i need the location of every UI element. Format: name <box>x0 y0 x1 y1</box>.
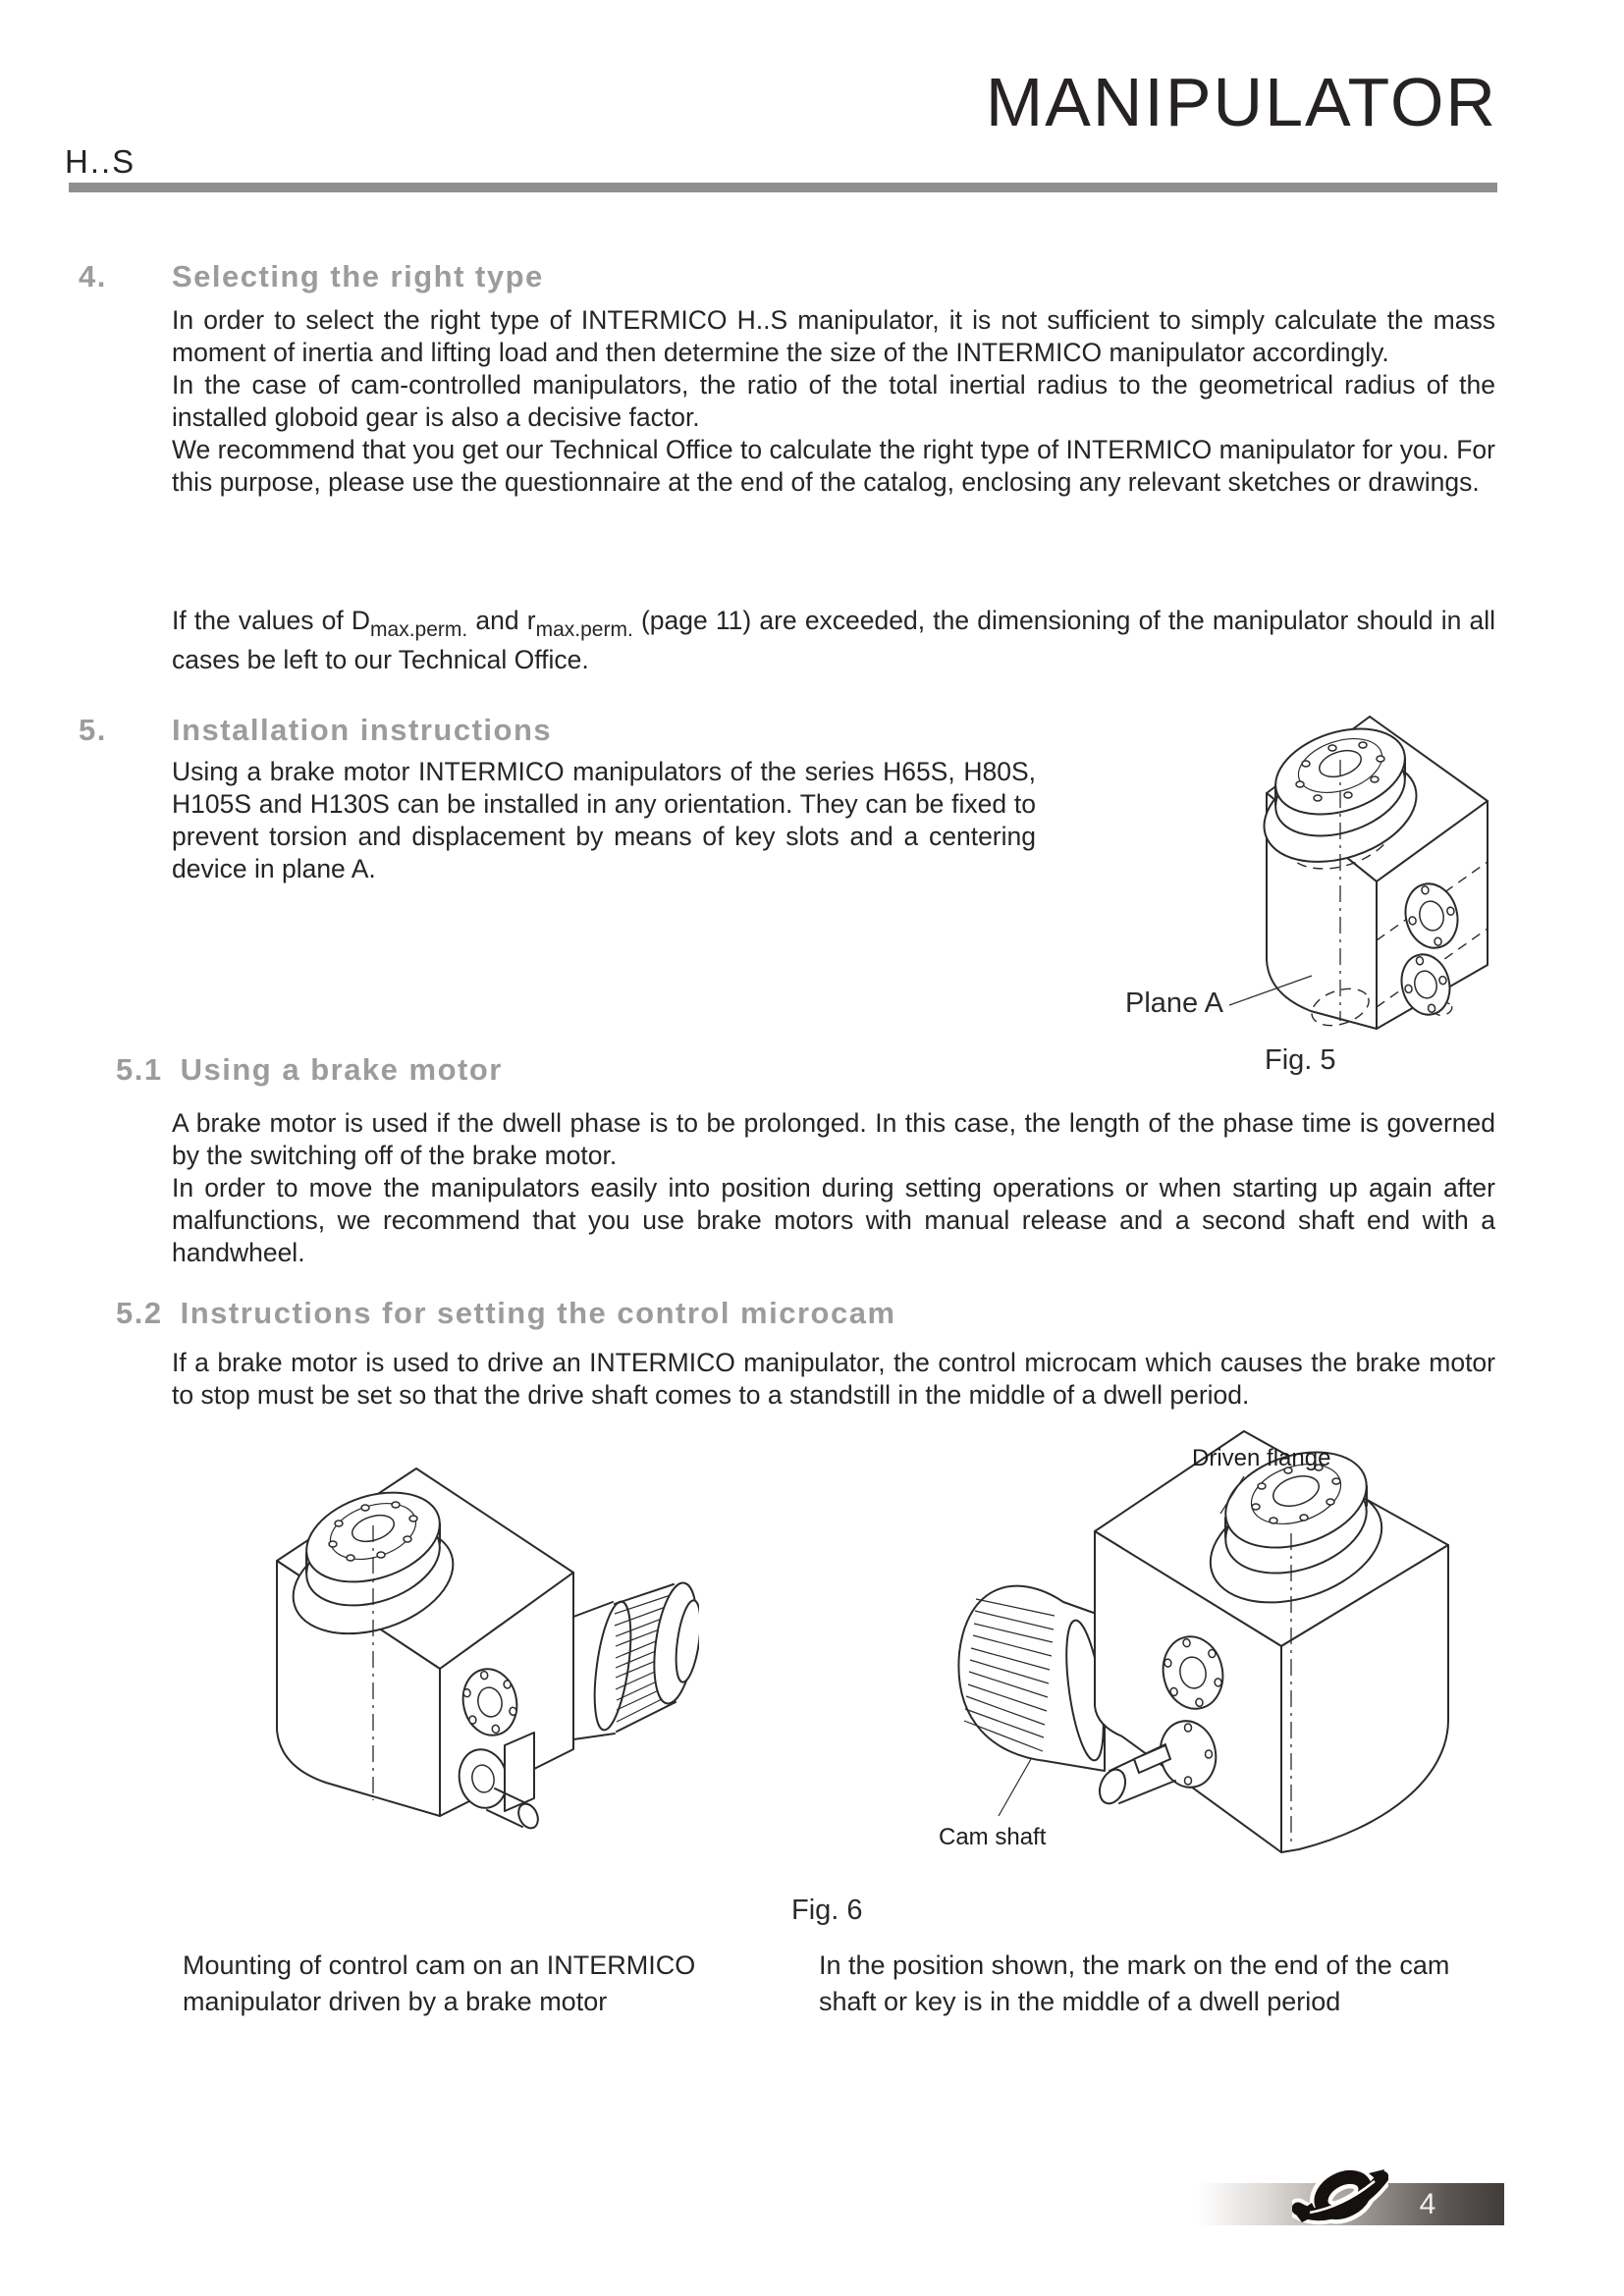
section-51-title: Using a brake motor <box>180 1052 503 1087</box>
fig6-caption: Fig. 6 <box>791 1895 863 1926</box>
brake-motor <box>958 1586 1110 1771</box>
paragraph: In order to move the manipulators easily into position during setting operations or when starting up again after malfunctions, we recommend that you use brake motors with manual release and a second shaft end with a handwheel. <box>172 1173 1495 1267</box>
section-4-heading <box>79 259 544 294</box>
formula-text: (page 11) are exceeded, the dimensioning of the manipulator should in all cases be left to our Technical Office. <box>172 606 1496 674</box>
brand-logo-icon <box>1292 2163 1388 2228</box>
paragraph: We recommend that you get our Technical Office to calculate the right type of INTERMICO manipulator for you. For this purpose, please use the questionnaire at the end of the catalog, enclosing any relevant sketches or drawings. <box>172 435 1495 497</box>
cam-shaft-leader <box>999 1759 1031 1816</box>
section-5-heading <box>79 713 552 748</box>
formula-paragraph <box>172 601 1495 679</box>
header-rule <box>69 183 1497 192</box>
section-52-title: Instructions for setting the control microcam <box>180 1296 896 1330</box>
model-code: H..S <box>65 143 136 180</box>
fig6-left-drawing <box>247 1455 699 1867</box>
paragraph: In the case of cam-controlled manipulators, the ratio of the total inertial radius to the geometrical radius of the installed globoid gear is also a decisive factor. <box>172 370 1495 432</box>
formula-text: If the values of D <box>172 606 371 635</box>
paragraph: In order to select the right type of INTERMICO H..S manipulator, it is not sufficient to simply calculate the mass moment of inertia and lifting load and then determine the size of the INTERMICO manipulator accordingly. <box>172 305 1495 367</box>
paragraph: A brake motor is used if the dwell phase is to be prolonged. In this case, the length of the phase time is governed by the switching off of the brake motor. <box>172 1108 1495 1170</box>
section-5-title: Installation instructions <box>172 713 553 747</box>
section-5-number: 5. <box>79 713 107 747</box>
fig5-caption: Fig. 5 <box>1265 1044 1336 1076</box>
section-51-body <box>172 1107 1495 1269</box>
section-52-body <box>172 1347 1495 1412</box>
section-51-number: 5.1 <box>116 1052 163 1087</box>
fig6-caption-left: Mounting of control cam on an INTERMICO manipulator driven by a brake motor <box>183 1950 696 2016</box>
brake-motor <box>573 1580 699 1739</box>
section-52-heading <box>116 1296 896 1331</box>
subscript-max-perm: max.perm. <box>370 618 468 641</box>
fig6-caption-right: In the position shown, the mark on the end of the cam shaft or key is in the middle of a dwell period <box>819 1950 1450 2016</box>
paragraph: If a brake motor is used to drive an INTERMICO manipulator, the control microcam which causes the brake motor to stop must be set so that the drive shaft comes to a standstill in the middle of a dwell period. <box>172 1348 1495 1410</box>
page-title: MANIPULATOR <box>985 64 1497 140</box>
section-4-number: 4. <box>79 259 107 294</box>
cam-shaft-label: Cam shaft <box>939 1824 1047 1850</box>
driven-flange-label: Driven flange <box>1192 1445 1331 1471</box>
section-52-number: 5.2 <box>116 1296 163 1330</box>
section-5-body <box>172 756 1036 885</box>
section-4-body <box>172 304 1495 499</box>
paragraph: Using a brake motor INTERMICO manipulators of the series H65S, H80S, H105S and H130S can be installed in any orientation. They can be fixed to prevent torsion and displacement by means of key slots and a centering device in plane A. <box>172 757 1036 883</box>
subscript-max-perm: max.perm. <box>535 618 633 641</box>
page-number: 4 <box>1419 2188 1436 2220</box>
fig6-right-drawing <box>898 1415 1488 1867</box>
formula-text: and r <box>467 606 536 635</box>
plane-a-label: Plane A <box>1125 988 1223 1019</box>
section-4-title: Selecting the right type <box>172 259 544 294</box>
section-51-heading <box>116 1052 503 1088</box>
